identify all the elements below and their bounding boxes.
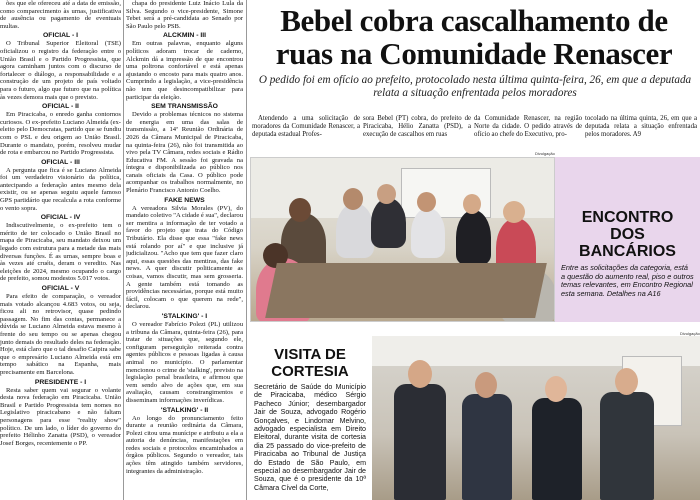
section-heading: OFICIAL - IV bbox=[40, 214, 81, 222]
column-paragraph: Ao longo do pronunciamento feito durante a reunião ordinária da Câmara, Polezi citou uma munícipe e atribuiu a ela a autoria de denúncias, manifestações em redes sociais e protocolos encaminhados a órgãos públicos. Segundo o vereador, tais ações têm atingido também servidores, integrantes da administração. bbox=[126, 414, 243, 475]
lead-text-col-1: Atendendo a uma solicitação de moradores da Comunidade Renascer, a deputada estadual Profes- bbox=[252, 115, 360, 138]
section-heading: OFICIAL - III bbox=[41, 158, 80, 166]
main-headline: Bebel cobra cascalhamento de ruas na Comunidade Renascer bbox=[275, 3, 673, 71]
lead-text-col-4: tocolado na última quinta, 26, em que a deputada relata a situação enfrentada pelos moradores. A9 bbox=[585, 115, 697, 138]
cortesia-text: Secretário de Saúde do Município de Piracicaba, médico Sérgio Pacheco Júnior; desembargador Jair de Souza, advogado Rogério Gonçalves, e Lindomar Melvino, advogado especialista em Direito Eleitoral, durante visita de cortesia dia 25 passado do vice-prefeito de Piracicaba ao Tribunal de Justiça do Estado de São Paulo, em especial ao desembargador Jair de Souza, que é o presidente da 10ª Câmara Cível da Corte, bbox=[254, 383, 366, 492]
column-paragraph: A vereadora Silvia Morales (PV), do mandato coletivo "A cidade é sua", declarou ser mentira a informação de ter votado a favor do projeto que trata do Código Tributário. Ela disse que essa "fake news está rolando por aí" e que inclusive já judicializou. "Acho que tem que fazer claro aqui, essas questões das mentiras, das fake news. A quer discutir politicamente as coisas, vamos discutir, mas sem grosseria. A gente também está tomando as providências necessárias, porque está muito fácil, colocam o que querem na rede", declarou. bbox=[126, 204, 243, 311]
section-heading: SEM TRANSMISSÃO bbox=[151, 103, 218, 111]
photo-credit: Divulgação bbox=[680, 331, 700, 336]
column-paragraph: Resta saber quem vai segurar o volante desta nova federação em Piracicaba. União Brasil e Partido Progressista tem nomes no Legislativo piracicabano e não faltam personagens para esse "reality show" político. De um lado, o líder do governo do prefeito Hélinho Zanatta (PSD), o vereador Josef Borges, recentemente o PP. bbox=[0, 386, 121, 447]
lead-text-col-3: da Comunidade Renascer, na região Norte da cidade. O pedido através de ofício ao chefe do Executivo, pro- bbox=[474, 115, 582, 138]
bancarios-box bbox=[555, 157, 700, 322]
column-paragraph: O Tribunal Superior Eleitoral (TSE) oficializou o registro da federação entre o União Brasil e o Partido Progressista, que agora caminham juntos com o discurso de fortalecer o diálogo, a responsabilidade e a construção de um projeto de país voltado para o futuro, algo que futuro que na política às vezes demora mais que o previsto. bbox=[0, 40, 121, 101]
meeting-photo bbox=[250, 157, 555, 322]
column-paragraph: ões que ele ofereceu até a data de emissão, como comparecimento às urnas, justificativa de ausência ou pagamento de eventuais multas. bbox=[0, 0, 121, 30]
bancarios-title: ENCONTRO DOS BANCÁRIOS bbox=[579, 209, 676, 260]
section-heading: ALCKMIN - III bbox=[162, 32, 207, 40]
section-heading: 'STALKING' - II bbox=[160, 406, 209, 414]
column-divider bbox=[246, 0, 247, 500]
photo-credit: Divulgação bbox=[535, 151, 555, 156]
column-divider bbox=[123, 0, 124, 500]
column-paragraph: Em outras palavras, enquanto alguns políticos adoram trocar de caderno, Alckmin dá a impressão de que encontrou uma poltrona confortável e está apenas ajustando o encosto para mais quatro anos. Cumprindo a legislação, a vice-presidência não tem que desincompatibilizar para participar da eleição. bbox=[126, 40, 243, 101]
section-heading: FAKE NEWS bbox=[164, 196, 205, 204]
column-paragraph: Em Piracicaba, o enredo ganha contornos curiosos. O ex-prefeito Luciano Almeida (ex-eleito pelo Democratas, partido que se fundiu com o PSL e deu origem ao União Brasil. Durante o mandato, porém, resolveu mudar de rota e embarcou no Partido Progressista. bbox=[0, 111, 121, 157]
section-heading: 'STALKING' - I bbox=[161, 312, 208, 320]
column-paragraph: Devido a problemas técnicos no sistema de energia em uma das salas de transmissão, a 14ª Reunião Ordinária de 2026 da Câmara Municipal de Piracicaba, na quinta-feira (26), não foi transmitida ao vivo pela TV Câmara, redes sociais e Rádio Educativa FM. A sessão foi gravada na íntegra e disponibilizada ao público nos canais oficiais da Casa. O público pode acompanhar os trabalhos normalmente, no Plenário Francisco Antonio Coelho. bbox=[126, 111, 243, 195]
column-paragraph: Para efeito de comparação, o vereador mais votado alcançou 4.683 votos, ou seja, ficou ali no retrovisor, quase pedindo passagem. No fim das contas, permanece a dúvida se Luciano Almeida estava mesmo à frente do seu tempo ou se apenas chegou junto demais do resultado deles na federação. Hoje, está claro que o tal desafio Caipira sabe que o empresário Luciano Almeida está em tempo sabático na Espanha, mais precisamente em Barcelona. bbox=[0, 293, 121, 376]
column-paragraph: chapa do presidente Luiz Inácio Lula da Silva. Segundo o vice-presidente, Simone Tebet será a pré-candidata ao Senado por São Paulo pelo PSB. bbox=[126, 0, 243, 30]
middle-column bbox=[126, 0, 243, 500]
section-heading: OFICIAL - V bbox=[41, 285, 80, 292]
section-heading: PRESIDENTE - I bbox=[34, 378, 87, 386]
column-paragraph: O vereador Fabrício Polezi (PL) utilizou a tribuna da Câmara, quinta-feira (26), para tratar de situações que, segundo ele, configuram perseguição reiterada contra agentes públicos e pessoas ligadas à causa animal no município. O parlamentar mencionou o crime de 'stalking', previsto na legislação penal brasileira, e afirmou que vem sendo alvo de ações que, em sua avaliação, causam constrangimentos e disseminam informações inverídicas. bbox=[126, 320, 243, 404]
cortesia-box bbox=[250, 336, 370, 500]
section-heading: OFICIAL - II bbox=[42, 103, 79, 111]
cortesia-title: VISITA DE CORTESIA bbox=[271, 346, 349, 380]
column-paragraph: A pergunta que fica é se Luciano Almeida foi um verdadeiro visionário da política, antecipando a federação antes mesmo dela existir, ou se apenas seguiu aquele famoso GPS partidário que recalcula a rota conforme o vento sopra. bbox=[0, 166, 121, 212]
main-subhead: O pedido foi em ofício ao prefeito, protocolado nesta última quinta-feira, 26, em que a deputada relata a situação enfrentada pelos moradores bbox=[258, 74, 692, 99]
column-paragraph: Indiscutivelmente, o ex-prefeito tem o mérito de ter colocado o União Brasil no mapa de Piracicaba, seu mandato deixou um legado com estrutura para a metade das mais diversas funções. É as urnas, sempre boas e às vezes até cruéis, deram o veredito. Nas eleições de 2024, mesmo ocupando o cargo de prefeito, somou modestos 5.017 votos. bbox=[0, 222, 121, 283]
bancarios-text: Entre as solicitações da categoria, está a questão do aumento real, piso e outros temas relevantes, em Encontro Regional esta semana. Detalhes na A16 bbox=[561, 263, 694, 298]
left-column bbox=[0, 0, 121, 500]
visit-photo bbox=[372, 336, 700, 500]
section-heading: OFICIAL - I bbox=[43, 32, 78, 40]
lead-text-col-2: sora Bebel (PT) cobra, do prefeito de Piracicaba, Hélio Zanatta (PSD), a execução de cascalhos em ruas bbox=[363, 115, 471, 138]
